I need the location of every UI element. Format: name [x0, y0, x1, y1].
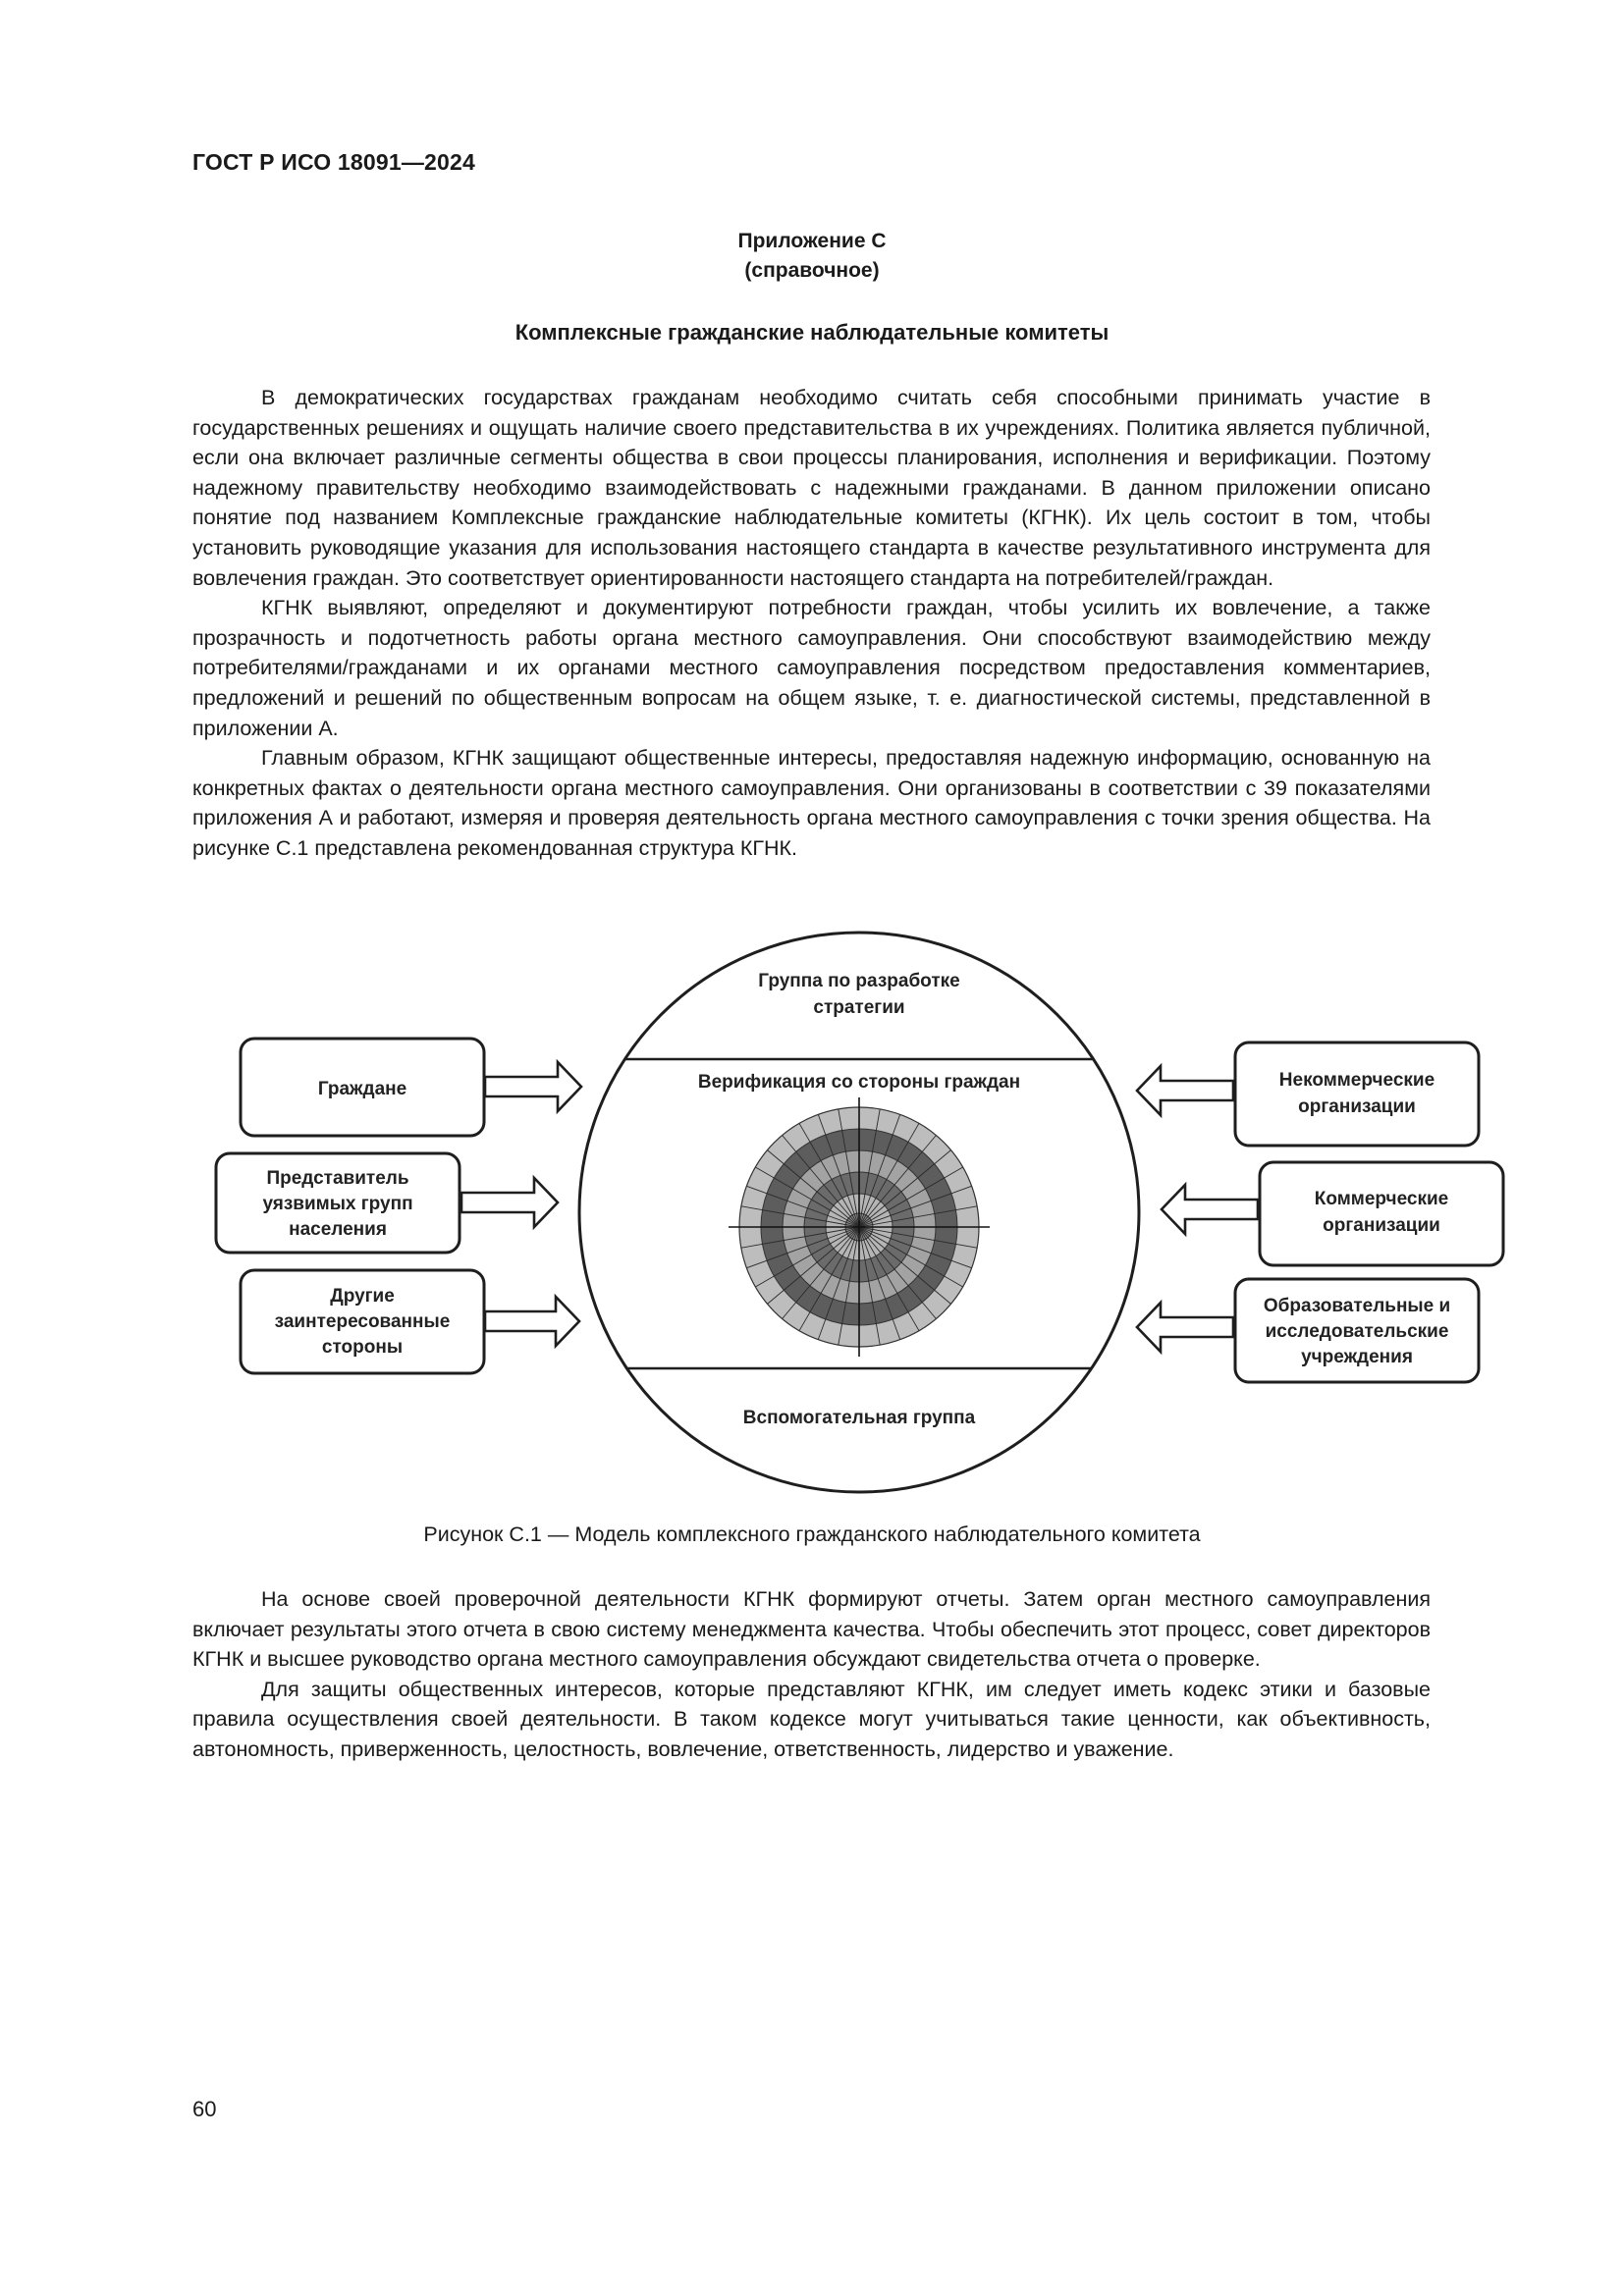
appendix-title: Приложение С [737, 230, 887, 252]
svg-text:стороны: стороны [321, 1337, 404, 1358]
arrow-right-icon [461, 1178, 558, 1227]
svg-text:организации: организации [1298, 1096, 1416, 1117]
left-box-citizens [241, 1039, 484, 1136]
svg-text:Некоммерческие: Некоммерческие [1278, 1070, 1435, 1091]
svg-text:Коммерческие: Коммерческие [1314, 1189, 1449, 1209]
arrow-right-icon [485, 1062, 581, 1111]
section-title: Комплексные гражданские наблюдательные комитеты [514, 320, 1110, 345]
circle-middle-label: Верификация со стороны граждан [697, 1072, 1021, 1093]
figure-caption: Рисунок С.1 — Модель комплексного гражданского наблюдательного комитета [423, 1522, 1201, 1546]
body-text-bottom [192, 1584, 1431, 1765]
right-box-nonprofits [1235, 1042, 1479, 1146]
svg-text:уязвимых групп: уязвимых групп [262, 1194, 413, 1214]
svg-text:заинтересованные: заинтересованные [274, 1311, 451, 1332]
svg-text:населения: населения [289, 1219, 387, 1240]
paragraph: Главным образом, КГНК защищают общественные интересы, предоставляя надежную информацию, основанную на конкретных фактах о деятельности органа местного самоуправления. Они организованы в соответствии с 39 показателями приложения А и работают, измеряя и проверяя деятельность органа местного самоуправления с точки зрения общества. На рисунке С.1 представлена рекомендованная структура КГНК. [192, 746, 1431, 860]
svg-text:Другие: Другие [330, 1286, 395, 1307]
page-number: 60 [192, 2097, 217, 2121]
paragraph: На основе своей проверочной деятельности КГНК формируют отчеты. Затем орган местного самоуправления включает результаты этого отчета в свою систему менеджмента качества. Чтобы обеспечить этот процесс, совет директоров КГНК и высшее руководство органа местного самоуправления обсуждают свидетельства отчета о проверке. [192, 1587, 1431, 1672]
svg-text:учреждения: учреждения [1301, 1347, 1413, 1367]
circle-top-label-1: Группа по разработке [758, 971, 960, 991]
circle-top-label-2: стратегии [813, 997, 905, 1018]
appendix-subtitle: (справочное) [744, 259, 880, 282]
left-box-other-stakeholders [241, 1270, 484, 1373]
right-box-educational [1235, 1279, 1479, 1382]
svg-text:Граждане: Граждане [317, 1079, 407, 1099]
left-box-vulnerable-groups [216, 1153, 460, 1253]
svg-text:Представитель: Представитель [266, 1168, 409, 1189]
document-header: ГОСТ Р ИСО 18091—2024 [192, 149, 476, 175]
arrow-left-icon [1137, 1066, 1233, 1115]
paragraph: КГНК выявляют, определяют и документируют потребности граждан, чтобы усилить их вовлечение, а также прозрачность и подотчетность работы органа местного самоуправления. Они способствуют взаимодействию между потребителями/гражданами и их органами местного самоуправления посредством предоставления комментариев, предложений и решений по общественным вопросам на общем языке, т. е. диагностической системы, представленной в приложении А. [192, 596, 1431, 740]
paragraph: Для защиты общественных интересов, которые представляют КГНК, им следует иметь кодекс этики и базовые правила осуществления своей деятельности. В таком кодексе могут учитываться такие ценности, как объективность, автономность, приверженность, целостность, вовлечение, ответственность, лидерство и уважение. [192, 1677, 1431, 1761]
right-box-commercial [1260, 1162, 1503, 1265]
arrow-left-icon [1162, 1185, 1258, 1234]
circle-bottom-label: Вспомогательная группа [742, 1408, 976, 1428]
svg-text:исследовательские: исследовательские [1265, 1321, 1449, 1342]
svg-text:Образовательные и: Образовательные и [1263, 1296, 1451, 1316]
arrow-left-icon [1137, 1303, 1233, 1352]
paragraph: В демократических государствах гражданам необходимо считать себя способными принимать участие в государственных решениях и ощущать наличие своего представительства в их учреждениях. Политика является публичной, если она включает различные сегменты общества в свои процессы планирования, исполнения и верификации. Поэтому надежному правительству необходимо взаимодействовать с надежными гражданами. В данном приложении описано понятие под названием Комплексные гражданские наблюдательные комитеты (КГНК). Их цель состоит в том, чтобы установить руководящие указания для использования настоящего стандарта в качестве результативного инструмента для вовлечения граждан. Это соответствует ориентированности настоящего стандарта на потребителей/граждан. [192, 386, 1431, 590]
arrow-right-icon [485, 1297, 579, 1346]
svg-text:организации: организации [1323, 1215, 1440, 1236]
